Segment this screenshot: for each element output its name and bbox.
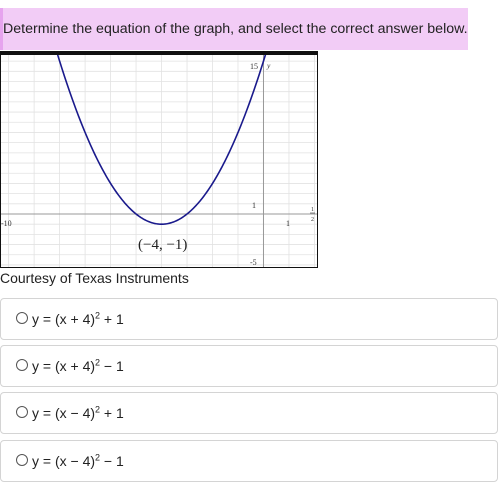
graph-panel bbox=[0, 51, 318, 268]
answer-choice-3[interactable] bbox=[0, 392, 498, 434]
courtesy-credit: Courtesy of Texas Instruments bbox=[0, 270, 189, 286]
y-tick-15: 15 bbox=[250, 62, 258, 71]
x-tick-neg10: -10 bbox=[1, 219, 12, 228]
question-banner bbox=[0, 8, 468, 50]
radio-button[interactable] bbox=[16, 312, 28, 324]
y-axis-label: y bbox=[267, 61, 271, 70]
y-tick-neg5: -5 bbox=[250, 258, 257, 267]
choice-label: $y = (x - 4)^2 - 1$ bbox=[32, 452, 124, 469]
x-tick-1: 1 bbox=[286, 219, 290, 228]
x-tick-half-den: 2 bbox=[311, 217, 314, 223]
radio-button[interactable] bbox=[16, 454, 28, 466]
answer-choice-1[interactable] bbox=[0, 298, 498, 340]
radio-button[interactable] bbox=[16, 406, 28, 418]
choice-label: $y = (x - 4)^2 + 1$ bbox=[32, 404, 124, 421]
grid-lines bbox=[1, 55, 317, 267]
choice-label: $y = (x + 4)^2 - 1$ bbox=[32, 357, 124, 374]
x-tick-half-num: 1 bbox=[311, 207, 314, 213]
y-tick-1: 1 bbox=[252, 201, 256, 210]
answer-choice-2[interactable] bbox=[0, 345, 498, 387]
vertex-label: (−4, −1) bbox=[138, 237, 188, 253]
answer-choice-4[interactable] bbox=[0, 440, 498, 482]
question-text: Determine the equation of the graph, and select the correct answer below. bbox=[3, 21, 468, 37]
choice-label: $y = (x + 4)^2 + 1$ bbox=[32, 310, 124, 327]
radio-button[interactable] bbox=[16, 359, 28, 371]
parabola-graph bbox=[1, 55, 317, 267]
parabola-curve bbox=[1, 55, 317, 224]
